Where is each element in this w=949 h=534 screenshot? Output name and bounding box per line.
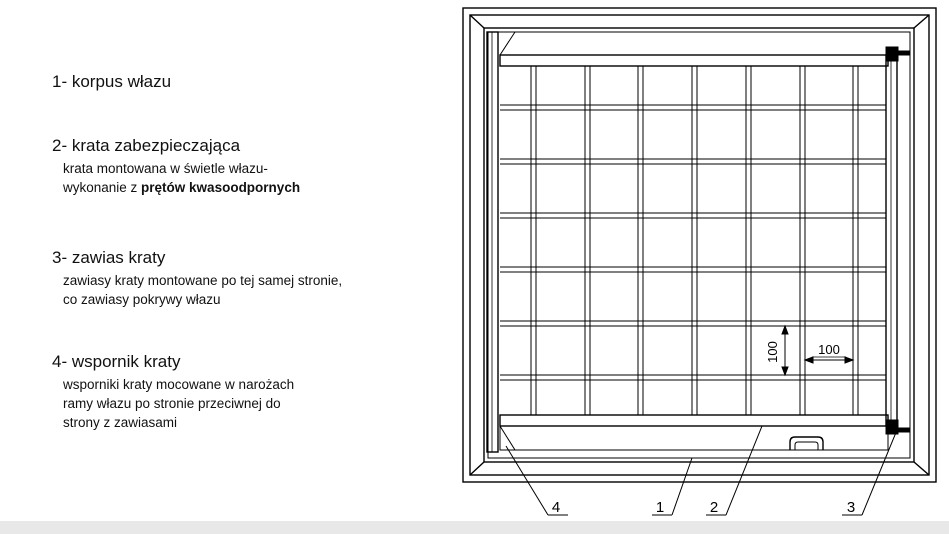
grate-bottom-bar	[500, 415, 888, 426]
inner-frame-edge	[488, 32, 910, 458]
callout-3: 3	[846, 499, 856, 516]
hinge-top	[886, 47, 898, 61]
legend-item-title: 1- korpus włazu	[52, 72, 172, 91]
grate-horizontal-bars	[500, 105, 886, 380]
description-line: ramy włazu po stronie przeciwnej do	[63, 396, 281, 411]
legend-item-title: 3- zawias kraty	[52, 248, 166, 267]
grate-hinges	[886, 47, 910, 434]
dimension-label-vertical: 100	[765, 341, 780, 363]
bottom-bar	[0, 521, 949, 534]
grate-top-bar	[500, 55, 888, 66]
grate-hinge-post	[886, 55, 897, 426]
description-line: strony z zawiasami	[63, 415, 178, 430]
legend-item-title: 2- krata zabezpieczająca	[52, 136, 241, 155]
description-line: krata montowana w świetle włazu-	[63, 161, 268, 176]
outer-frame	[463, 8, 936, 482]
callout-1: 1	[655, 499, 665, 516]
callout-2: 2	[709, 499, 719, 516]
grate-vertical-bars	[531, 66, 858, 415]
description-line: wsporniki kraty mocowane w narożach	[63, 377, 295, 392]
grate-support-left	[487, 32, 498, 452]
callout-4: 4	[551, 499, 561, 516]
legend-item-title: 4- wspornik kraty	[52, 352, 181, 371]
outer-frame-inner	[470, 15, 929, 475]
inner-frame	[484, 28, 914, 462]
frame-lower-profile	[500, 426, 888, 450]
description-line: co zawiasy pokrywy włazu	[63, 292, 221, 307]
description-text: wykonanie z	[63, 180, 142, 195]
dimension-label-horizontal: 100	[818, 342, 840, 357]
grate-grid	[500, 66, 886, 415]
description-line: zawiasy kraty montowane po tej samej stronie,	[63, 273, 343, 288]
leader-lines	[506, 426, 897, 515]
description-bold-text: prętów kwasoodpornych	[141, 180, 301, 195]
